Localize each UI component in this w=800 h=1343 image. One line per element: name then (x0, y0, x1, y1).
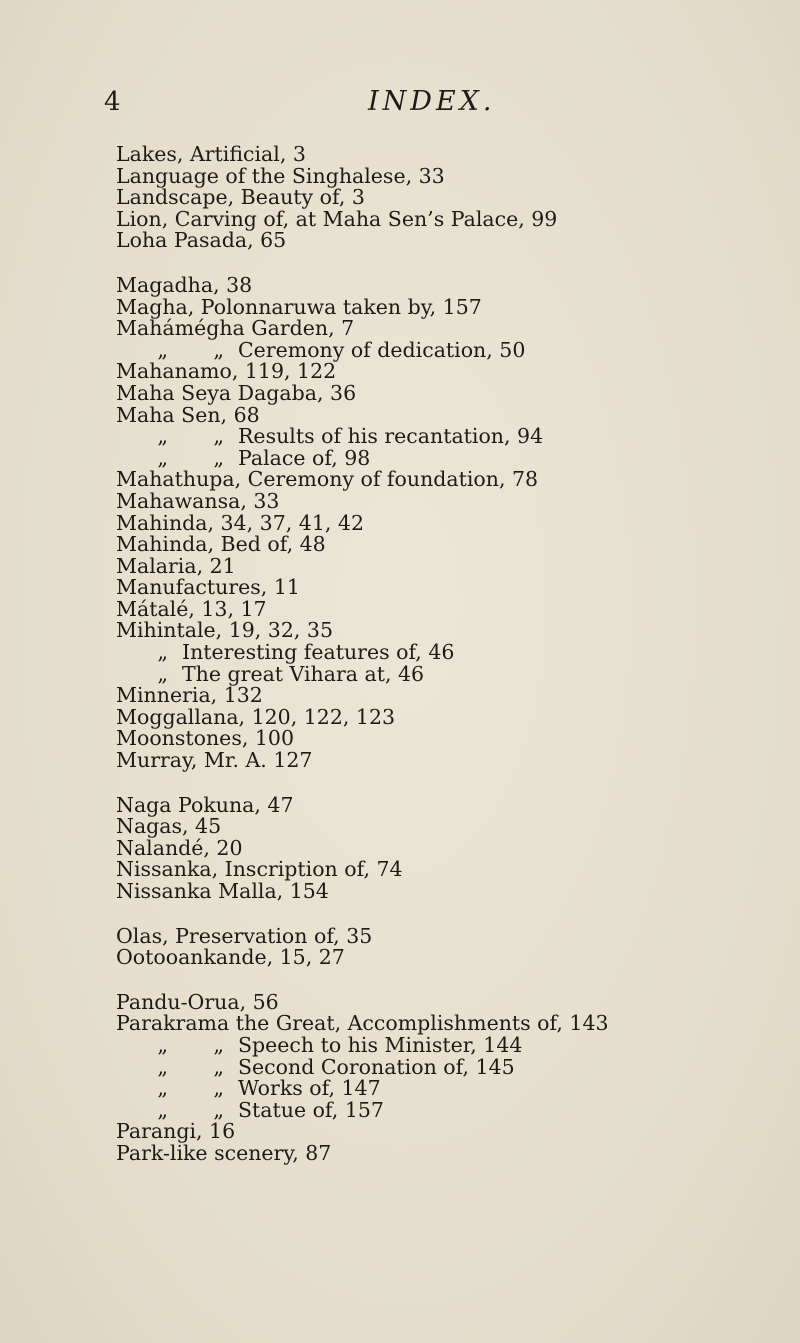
index-entry: Mahinda, Bed of, 48 (116, 532, 326, 557)
index-entry: Magadha, 38 (116, 272, 253, 297)
index-entry: Nissanka Malla, 154 (116, 879, 329, 903)
index-entry: Murray, Mr. A. 127 (116, 748, 313, 773)
index-group-n (116, 792, 776, 903)
index-entry: Park-like scenery, 87 (116, 1140, 332, 1165)
index-entry: Lakes, Artificial, 3 (116, 142, 306, 166)
index-entry: Nissanka, Inscription of, 74 (116, 857, 403, 882)
index-subentry (116, 642, 776, 664)
ditto-mark: „ (213, 337, 224, 362)
index-entry: Mahinda, 34, 37, 41, 42 (116, 510, 364, 535)
index-entry: Mahanamo, 119, 122 (116, 359, 337, 384)
subentry-text: Speech to his Minister, 144 (238, 1032, 523, 1057)
ditto-mark: „ (157, 337, 168, 362)
index-entry: Naga Pokuna, 47 (116, 792, 294, 817)
ditto-mark: „ (157, 661, 168, 686)
ditto-mark: „ (157, 445, 168, 470)
index-entry: Mahámégha Garden, 7 (116, 316, 355, 341)
subentry-text: Results of his recantation, 94 (238, 424, 544, 449)
subentry-text: Palace of, 98 (238, 445, 371, 470)
index-entry: Loha Pasada, 65 (116, 228, 287, 253)
ditto-mark: „ (157, 424, 168, 449)
index-entry: Manufactures, 11 (116, 575, 300, 600)
index-subentry (116, 1097, 776, 1122)
ditto-mark: „ (213, 1076, 224, 1101)
index-subentry (116, 445, 776, 470)
ditto-mark: „ (157, 1097, 168, 1122)
ditto-mark: „ (213, 424, 224, 449)
ditto-mark: „ (213, 1097, 224, 1122)
index-entry: Parakrama the Great, Accomplishments of, 143 (116, 1011, 609, 1036)
subentry-text: Works of, 147 (238, 1076, 381, 1101)
ditto-mark: „ (213, 1032, 224, 1057)
page-number: 4 (104, 87, 121, 117)
index-subentry (116, 337, 776, 362)
page-header (0, 88, 800, 122)
ditto-mark: „ (213, 1054, 224, 1079)
index-entry: Nalandé, 20 (116, 835, 243, 860)
index-entry: Mahathupa, Ceremony of foundation, 78 (116, 467, 539, 492)
index-subentry (116, 1078, 776, 1100)
index-entry: Olas, Preservation of, 35 (116, 923, 373, 948)
ditto-mark: „ (157, 1054, 168, 1079)
index-entry: Moonstones, 100 (116, 726, 294, 751)
subentry-text: Ceremony of dedication, 50 (238, 337, 526, 362)
subentry-text: Statue of, 157 (238, 1097, 384, 1122)
index-entry: Nagas, 45 (116, 814, 222, 839)
ditto-mark: „ (157, 1076, 168, 1101)
index-subentry (116, 1032, 776, 1057)
index-entry: Ootooankande, 15, 27 (116, 945, 345, 970)
ditto-mark: „ (213, 445, 224, 470)
index-entries (116, 144, 776, 1188)
index-entry: Moggallana, 120, 122, 123 (116, 704, 396, 729)
ditto-mark: „ (157, 640, 168, 665)
subentry-text: The great Vihara at, 46 (182, 661, 425, 686)
index-entry: Malaria, 21 (116, 553, 236, 578)
index-group-o (116, 923, 776, 970)
index-group-l (116, 144, 776, 252)
index-entry: Lion, Carving of, at Maha Sen’s Palace, 99 (116, 206, 558, 231)
subentry-text: Second Coronation of, 145 (238, 1054, 515, 1079)
index-entry: Maha Seya Dagaba, 36 (116, 380, 357, 405)
running-head: INDEX. (368, 86, 496, 117)
index-entry: Parangi, 16 (116, 1119, 236, 1144)
subentry-text: Interesting features of, 46 (182, 640, 455, 665)
index-subentry (116, 1054, 776, 1079)
index-subentry (116, 426, 776, 448)
index-entry: Landscape, Beauty of, 3 (116, 185, 365, 210)
index-entry: Magha, Polonnaruwa taken by, 157 (116, 294, 482, 319)
index-entry: Language of the Singhalese, 33 (116, 163, 445, 188)
index-subentry (116, 661, 776, 686)
ditto-mark: „ (157, 1032, 168, 1057)
index-entry: Mahawansa, 33 (116, 488, 280, 513)
index-entry: Mátalé, 13, 17 (116, 596, 267, 621)
index-entry: Maha Sen, 68 (116, 402, 260, 427)
index-group-p (116, 989, 776, 1165)
index-entry: Mihintale, 19, 32, 35 (116, 618, 334, 643)
index-entry: Minneria, 132 (116, 683, 263, 708)
index-entry: Pandu-Orua, 56 (116, 989, 279, 1014)
index-group-m (116, 272, 776, 773)
